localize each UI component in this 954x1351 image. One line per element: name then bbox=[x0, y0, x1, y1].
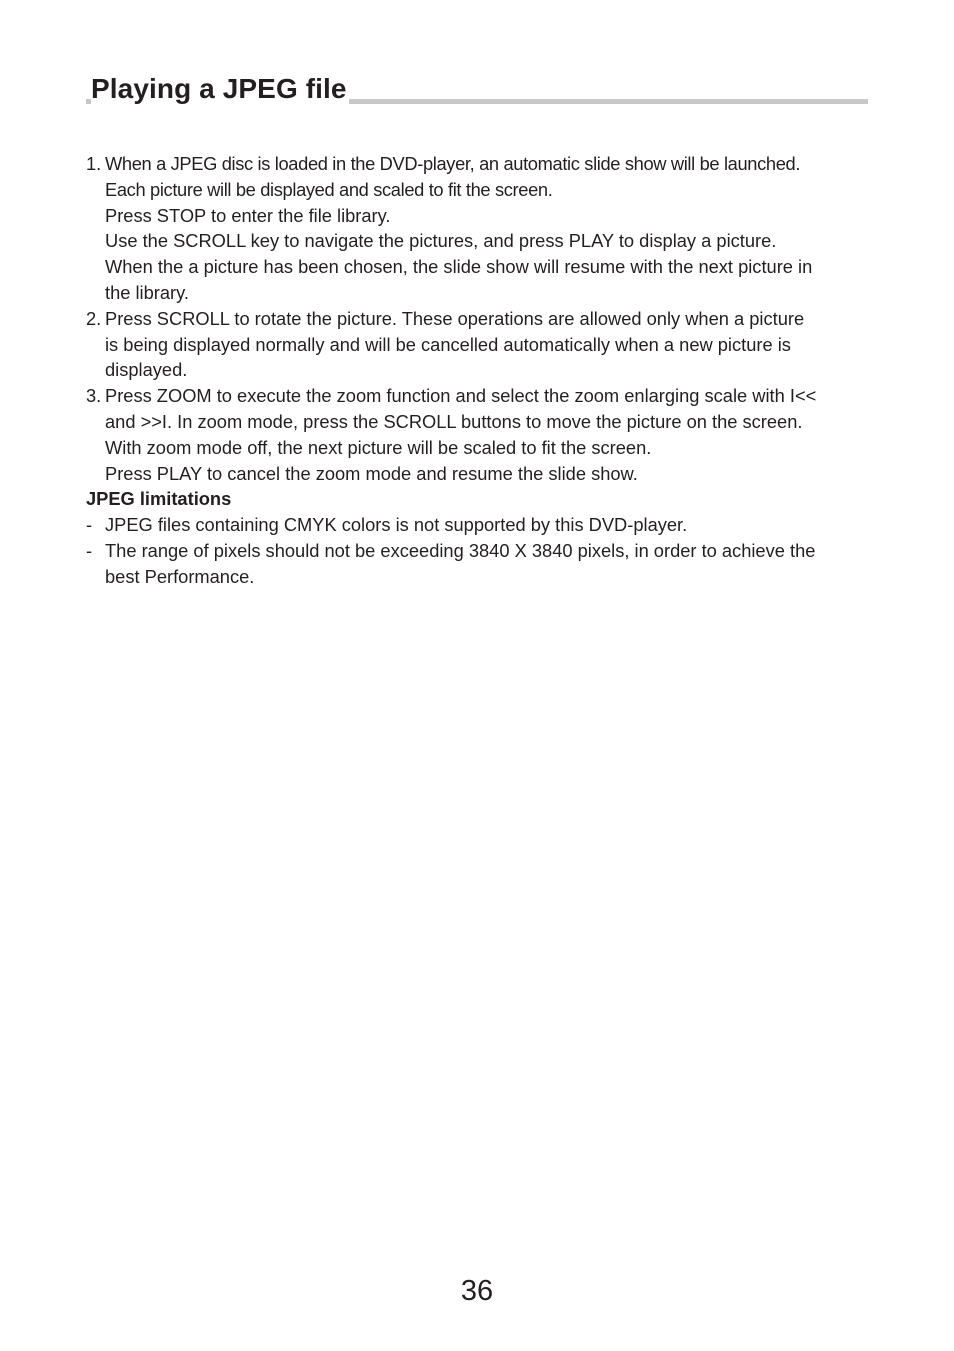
step-1-line-2: Each picture will be displayed and scaled to fit the screen. bbox=[105, 178, 553, 200]
limitation-1 bbox=[86, 512, 860, 538]
step-1-line-1: When a JPEG disc is loaded in the DVD-player, an automatic slide show will be launched. bbox=[105, 153, 801, 174]
step-3 bbox=[86, 383, 860, 486]
step-3-line-2: and >>I. In zoom mode, press the SCROLL buttons to move the picture on the screen. bbox=[105, 410, 803, 432]
step-3-number: 3. bbox=[86, 385, 102, 407]
limitations-heading: JPEG limitations bbox=[86, 488, 232, 510]
limitation-1-bullet: - bbox=[86, 514, 93, 536]
limitation-2-line-1: The range of pixels should not be exceeding 3840 X 3840 pixels, in order to achieve the bbox=[105, 539, 816, 561]
step-1-number: 1. bbox=[86, 153, 102, 174]
step-1-line-3: Press STOP to enter the file library. bbox=[105, 204, 391, 226]
step-2-line-1: Press SCROLL to rotate the picture. These operations are allowed only when a picture bbox=[105, 307, 805, 329]
page-number: 36 bbox=[460, 1275, 494, 1307]
step-3-line-4: Press PLAY to cancel the zoom mode and resume the slide show. bbox=[105, 462, 638, 484]
page-header bbox=[86, 70, 868, 106]
step-2-number: 2. bbox=[86, 307, 102, 329]
step-1-line-4: Use the SCROLL key to navigate the pictures, and press PLAY to display a picture. bbox=[105, 230, 777, 252]
step-1-line-5: When the a picture has been chosen, the slide show will resume with the next picture in bbox=[105, 256, 813, 278]
step-3-line-1: Press ZOOM to execute the zoom function and select the zoom enlarging scale with I<< bbox=[105, 385, 817, 407]
limitation-2 bbox=[86, 538, 860, 590]
step-3-line-3: With zoom mode off, the next picture will be scaled to fit the screen. bbox=[105, 436, 652, 458]
limitation-2-line-2: best Performance. bbox=[105, 565, 255, 587]
limitation-1-line-1: JPEG files containing CMYK colors is not supported by this DVD-player. bbox=[105, 514, 688, 536]
step-2 bbox=[86, 306, 860, 383]
step-1-line-6: the library. bbox=[105, 281, 189, 303]
step-2-line-2: is being displayed normally and will be cancelled automatically when a new picture is bbox=[105, 333, 791, 355]
page-title: Playing a JPEG file bbox=[91, 73, 347, 104]
step-2-line-3: displayed. bbox=[105, 359, 188, 381]
limitation-2-bullet: - bbox=[86, 539, 93, 561]
step-1 bbox=[86, 151, 860, 306]
instructions-body bbox=[86, 151, 860, 590]
